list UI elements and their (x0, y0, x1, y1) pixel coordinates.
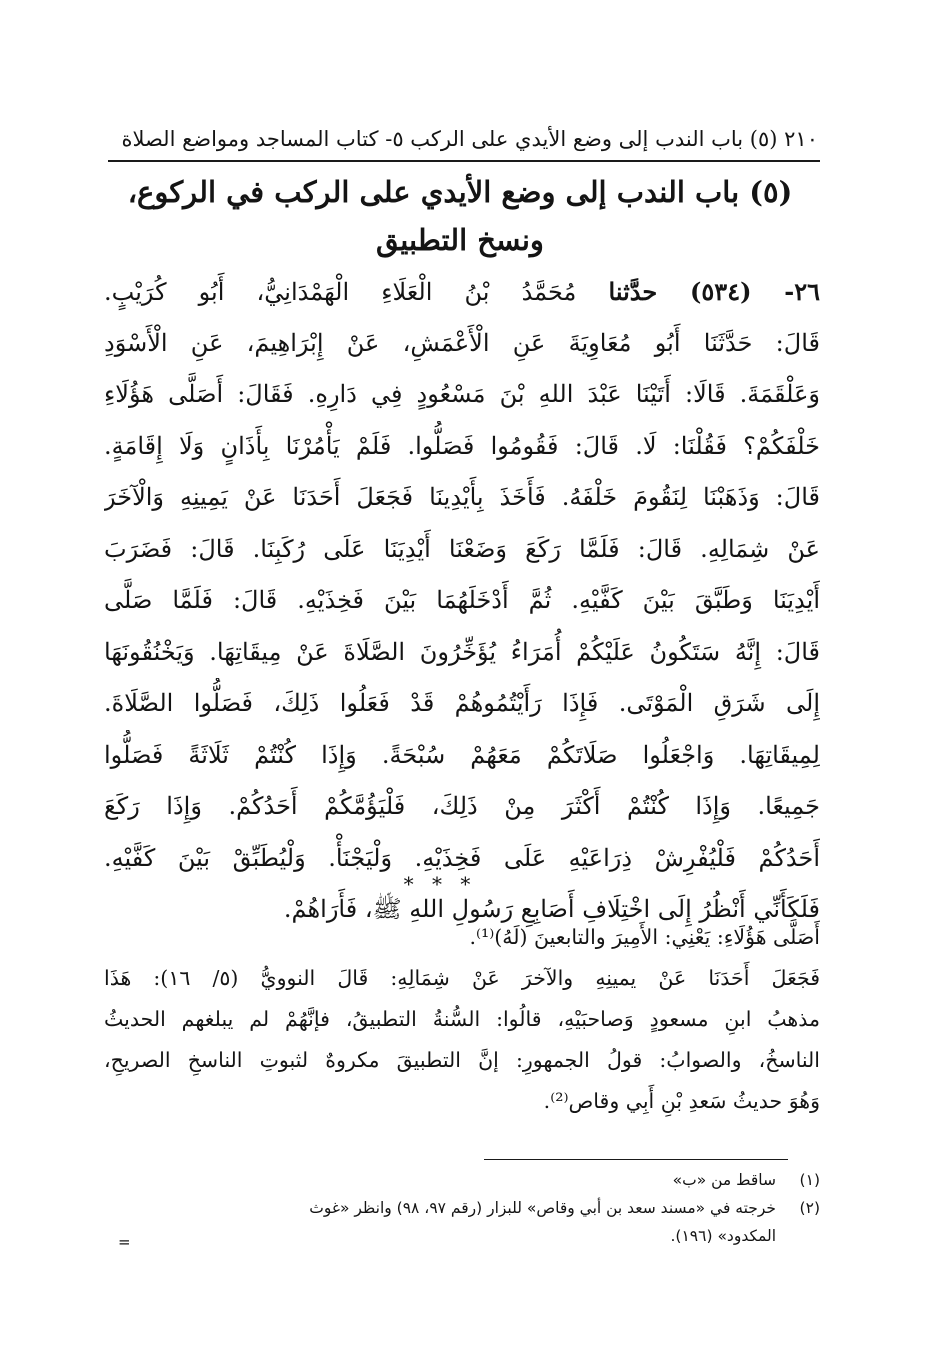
hadith-line: قَالَ: وَذَهَبْنَا لِنَقُومَ خَلْفَهُ. فَأَخَذَ بِأَيْدِينَا فَجَعَلَ أَحَدَنَا عَنْ يَمِينِهِ وَالْآخَرَ (104, 483, 820, 511)
commentary-line: الناسخُ، والصوابُ: قولُ الجمهورِ: إنَّ التطبيقَ مكروهٌ لثبوتِ الناسخِ الصريحِ، (104, 1048, 820, 1072)
hadith-text (104, 266, 820, 936)
hadith-line: لِمِيقَاتِهَا. وَاجْعَلُوا صَلَاتَكُمْ مَعَهُمْ سُبْحَةً. وَإِذَا كُنْتُمْ ثَلَاثَةً فَصَلُّوا (104, 740, 820, 769)
hadith-number: ٢٦- (٥٣٤) حدَّثنا (608, 277, 820, 306)
continuation-mark: = (118, 1233, 131, 1251)
hadith-line: جَمِيعًا. وَإِذَا كُنْتُمْ أَكْثَرَ مِنْ ذَلِكَ، فَلْيَؤُمَّكُمْ أَحَدُكُمْ. وَإِذَا رَكَعَ (104, 792, 820, 820)
commentary-line: أَصَلَّى هَؤُلَاءِ: يَعْنِي: الأَمِيرَ والتابعينَ (لَهُ)⁽¹⁾. (469, 925, 820, 949)
chapter-title-line-1: (٥) باب الندب إلى وضع الأيدي على الركب في الركوع، (127, 175, 793, 209)
chapter-title (100, 168, 820, 264)
footnote-line: ساقط من «ب» (672, 1171, 776, 1189)
footnotes (108, 1166, 820, 1250)
hadith-line: عَنْ شِمَالِهِ. قَالَ: فَلَمَّا رَكَعَ وَضَعْنَا أَيْدِيَنَا عَلَى رُكَبِنَا. قَالَ: فَضَرَبَ (104, 534, 820, 563)
hadith-line-text: مُحَمَّدُ بْنُ الْعَلَاءِ الْهَمْدَانِيُّ، أَبُو كُرَيْبٍ. (104, 278, 577, 306)
footnote-text (108, 1166, 776, 1194)
hadith-line: وَعَلْقَمَةَ. قَالَا: أَتَيْنَا عَبْدَ اللهِ بْنَ مَسْعُودٍ فِي دَارِهِ. فَقَالَ: أَصَلَّى هَؤُلَاءِ (104, 380, 820, 408)
hadith-line: قَالَ: حَدَّثَنَا أَبُو مُعَاوِيَةَ عَنِ الْأَعْمَشِ، عَنْ إِبْرَاهِيمَ، عَنِ الْأَسْوَدِ (104, 328, 820, 357)
chapter-title-line-2: ونسخ التطبيق (376, 223, 544, 257)
commentary-line: وَهُوَ حديثُ سَعدِ بْنِ أَبِي وقاص⁽²⁾. (543, 1089, 820, 1113)
footnote-line: المكدود» (١٩٦). (670, 1227, 776, 1245)
hadith-line: خَلْفَكُمْ؟ فَقُلْنَا: لَا. قَالَ: فَقُومُوا فَصَلُّوا. فَلَمْ يَأْمُرْنَا بِأَذَانٍ وَلَا إِقَامَةٍ. (104, 431, 820, 460)
section-separator: * * * (403, 872, 477, 896)
footnote-1 (108, 1166, 820, 1194)
hadith-line: أَحَدُكُمْ فَلْيُفْرِشْ ذِرَاعَيْهِ عَلَى فَخِذَيْهِ. وَلْيَجْنَأْ. وَلْيُطَبِّقْ بَيْنَ كَفَّيْهِ. (104, 843, 820, 872)
commentary-line: فَجَعَلَ أَحَدَنَا عَنْ يمينِهِ والآخرَ عَنْ شِمَالِهِ: قَالَ النوويُّ (٥/ ١٦): هَذَا (104, 966, 820, 990)
footnote-text (108, 1194, 776, 1250)
running-head: ٢١٠ (٥) باب الندب إلى وضع الأيدي على الركب ٥- كتاب المساجد ومواضع الصلاة (121, 127, 818, 151)
hadith-line: فَلَكَأَنِّي أَنْظُرُ إِلَى اخْتِلَافِ أَصَابِعِ رَسُولِ اللهِ ﷺ، فَأَرَاهُمْ. (283, 895, 820, 923)
commentary (104, 917, 820, 1122)
footnote-line: خرجته في «مسند سعد بن أبي وقاص» للبزار (رقم ٩٧، ٩٨) وانظر «غوث (309, 1199, 776, 1217)
commentary-line: مذهبُ ابنِ مسعودٍ وَصاحبَيْهِ، قالُوا: السُّنةُ التطبيقُ، فإنَّهُمْ لم يبلغهم الحديثُ (104, 1007, 820, 1031)
footnote-divider (484, 1159, 788, 1160)
hadith-line: أَيْدِيَنَا وَطَبَّقَ بَيْنَ كَفَّيْهِ. ثُمَّ أَدْخَلَهُمَا بَيْنَ فَخِذَيْهِ. قَالَ: فَلَمَّا صَلَّى (104, 586, 820, 614)
header-divider (108, 160, 820, 162)
hadith-line: قَالَ: إِنَّهُ سَتَكُونُ عَلَيْكُمْ أُمَرَاءُ يُؤَخِّرُونَ الصَّلَاةَ عَنْ مِيقَاتِهَا. وَيَخْنُقُونَهَا (104, 637, 820, 666)
footnote-2 (108, 1194, 820, 1250)
footnote-number: (١) (799, 1171, 820, 1189)
footnote-number: (٢) (799, 1199, 820, 1217)
hadith-line (104, 266, 820, 318)
hadith-line: إِلَى شَرَقِ الْمَوْتَى. فَإِذَا رَأَيْتُمُوهُمْ قَدْ فَعَلُوا ذَلِكَ، فَصَلُّوا الصَّلَاةَ. (104, 689, 820, 717)
